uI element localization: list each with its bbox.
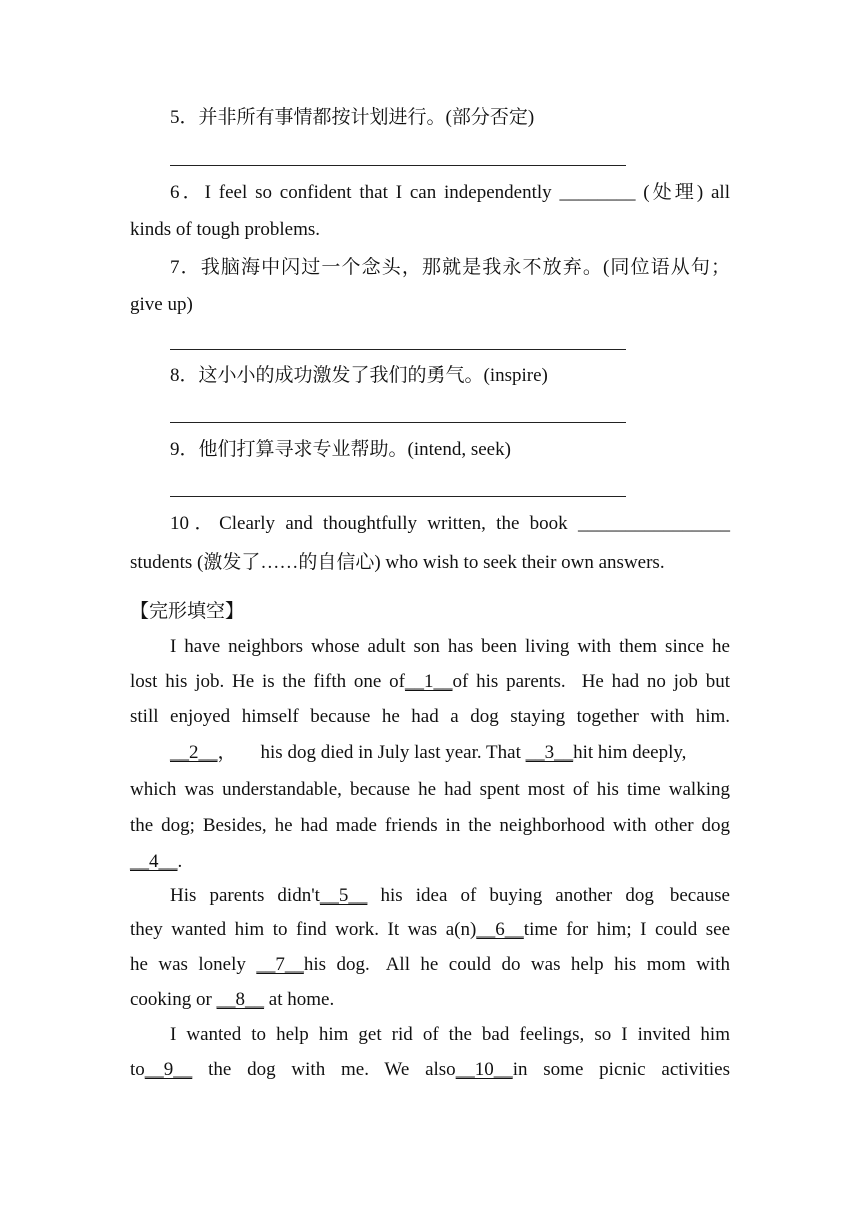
cloze-p1-line-2: lost his job. He is the fifth one of__1__of his parents. He had no job but — [130, 671, 730, 692]
blank-6: __6__ — [476, 919, 524, 940]
cloze-p1-line-1: I have neighbors whose adult son has been living with them since he — [170, 636, 730, 657]
cloze-p2-line-1: __2__， his dog died in July last year. That __3__hit him deeply, — [170, 742, 687, 763]
item-8-prompt: 8．这小小的成功激发了我们的勇气。(inspire) — [170, 365, 548, 386]
blank-7: __7__ — [256, 954, 304, 975]
item-10-line-1: 10．Clearly and thoughtfully written, the book ________________ — [170, 513, 730, 534]
item-6-line-2: kinds of tough problems. — [130, 219, 320, 240]
blank-3: __3__ — [525, 742, 574, 763]
cloze-p1-line-3: still enjoyed himself because he had a dog staying together with him. — [130, 706, 730, 727]
blank-4: __4__ — [130, 851, 178, 872]
cloze-p3-line-4: cooking or __8__ at home. — [130, 989, 335, 1010]
cloze-p3-line-3: he was lonely __7__his dog. All he could do was help his mom with — [130, 954, 730, 975]
cloze-p2-line-3: the dog; Besides, he had made friends in the neighborhood with other dog — [130, 815, 730, 836]
answer-line-7 — [170, 349, 626, 350]
blank-8: __8__ — [216, 989, 265, 1010]
answer-line-8 — [170, 422, 626, 423]
blank-2: __2__ — [170, 742, 218, 763]
cloze-p3-line-1: His parents didn't__5__ his idea of buying another dog because — [170, 885, 730, 906]
item-10-line-2: students (激发了……的自信心) who wish to seek their own answers. — [130, 552, 665, 573]
cloze-p3-line-2: they wanted him to find work. It was a(n)__6__time for him; I could see — [130, 919, 731, 940]
cloze-heading: 【完形填空】 — [130, 601, 245, 622]
answer-line-9 — [170, 496, 626, 497]
item-5-prompt: 5．并非所有事情都按计划进行。(部分否定) — [170, 107, 535, 128]
cloze-p2-line-4: __4__. — [130, 851, 183, 872]
answer-line-5 — [170, 165, 626, 166]
cloze-p4-line-2: to__9__ the dog with me. We also__10__in some picnic activities — [130, 1059, 731, 1080]
item-9-prompt: 9．他们打算寻求专业帮助。(intend, seek) — [170, 439, 511, 460]
item-6-line-1: 6．I feel so confident that I can independently ________ (处理) all — [170, 182, 730, 203]
item-7-line-1: 7．我脑海中闪过一个念头，那就是我永不放弃。(同位语从句； — [170, 257, 730, 278]
cloze-p4-line-1: I wanted to help him get rid of the bad feelings, so I invited him — [170, 1024, 730, 1045]
blank-9: __9__ — [144, 1059, 193, 1080]
item-7-line-2: give up) — [130, 294, 193, 315]
cloze-p2-line-2: which was understandable, because he had spent most of his time walking — [130, 779, 730, 800]
blank-1: __1__ — [404, 671, 453, 692]
blank-5: __5__ — [319, 885, 368, 906]
blank-10: __10__ — [455, 1059, 513, 1080]
